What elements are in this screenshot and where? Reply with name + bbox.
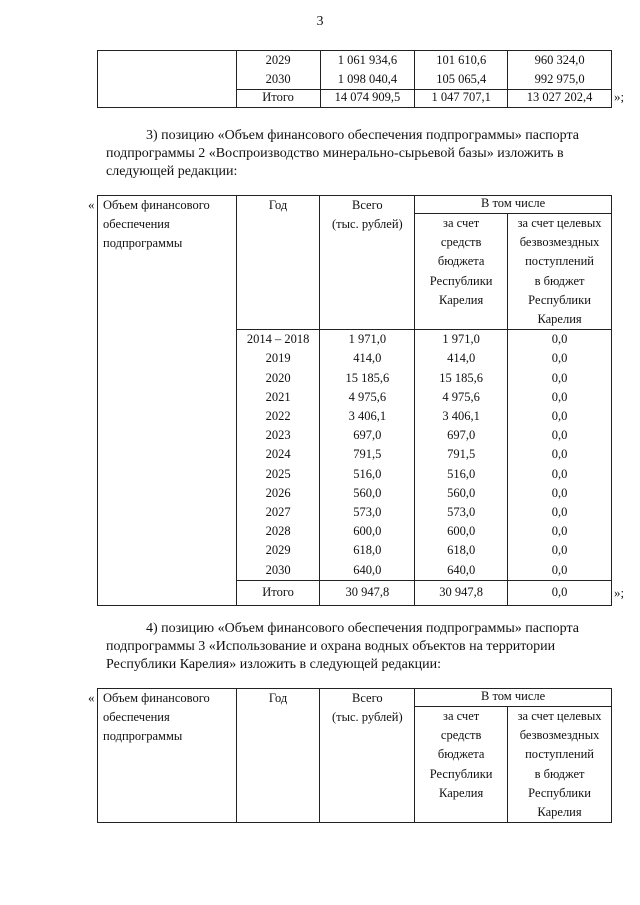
total-cell: 1 061 934,6 1 098 040,4 [320, 51, 415, 90]
close-quote: »; [614, 585, 625, 600]
totals-cell: 1 971,0 414,0 15 185,6 4 975,6 3 406,1 697,0 791,5 516,0 560,0 573,0 600,0 618,0 640,0 [320, 330, 415, 581]
table-row [98, 51, 612, 90]
page-number: 3 [316, 14, 324, 29]
header-row [98, 689, 612, 707]
year-header: Год [236, 196, 320, 330]
label-cell: Объем финансового обеспечения подпрограммы [98, 196, 237, 606]
itogo-budget: 30 947,8 [415, 580, 508, 605]
incl-header: В том числе [415, 196, 612, 214]
years-cell: 2014 – 2018 2019 2020 2021 2022 2023 2024 2025 2026 2027 2028 2029 2030 [236, 330, 320, 581]
total-header: Всего (тыс. рублей) [320, 689, 415, 823]
label-cell [98, 51, 237, 108]
header-row [98, 196, 612, 214]
budget-cell: 101 610,6 105 065,4 [415, 51, 508, 90]
open-quote: « [88, 690, 95, 705]
paragraph-4: 4) позицию «Объем финансового обеспечения подпрограммы» паспорта подпрограммы 3 «Использование и охрана водных объектов на территории Республики Карелия» изложить в следующей редакции: [106, 621, 579, 672]
grants-header: за счет целевых безвозмездных поступлений в бюджет Республики Карелия [508, 214, 612, 330]
grants-cell: 0,0 0,0 0,0 0,0 0,0 0,0 0,0 0,0 0,0 0,0 0,0 0,0 0,0 [508, 330, 612, 581]
grants-cell: 960 324,0 992 975,0 [508, 51, 612, 90]
year-header: Год [236, 689, 320, 823]
financing-table-3 [97, 688, 612, 823]
top-table [97, 50, 612, 108]
itogo-label: Итого [236, 580, 320, 605]
grants-header: за счет целевых безвозмездных поступлений в бюджет Республики Карелия [508, 707, 612, 823]
itogo-total: 30 947,8 [320, 580, 415, 605]
paragraph-3: 3) позицию «Объем финансового обеспечения подпрограммы» паспорта подпрограммы 2 «Воспроизводство минерально-сырьевой базы» изложить в следующей редакции: [106, 128, 579, 179]
budget-header: за счет средств бюджета Республики Карелия [415, 214, 508, 330]
itogo-budget: 1 047 707,1 [415, 90, 508, 108]
open-quote: « [88, 197, 95, 212]
incl-header: В том числе [415, 689, 612, 707]
itogo-grants: 13 027 202,4 [508, 90, 612, 108]
itogo-grants: 0,0 [508, 580, 612, 605]
budget-header: за счет средств бюджета Республики Карелия [415, 707, 508, 823]
financing-table-2 [97, 195, 612, 606]
itogo-label: Итого [236, 90, 320, 108]
total-header: Всего (тыс. рублей) [320, 196, 415, 330]
label-cell: Объем финансового обеспечения подпрограммы [98, 689, 237, 823]
itogo-total: 14 074 909,5 [320, 90, 415, 108]
budget-cell: 1 971,0 414,0 15 185,6 4 975,6 3 406,1 697,0 791,5 516,0 560,0 573,0 600,0 618,0 640,0 [415, 330, 508, 581]
close-quote: »; [614, 89, 625, 104]
year-cell: 2029 2030 [236, 51, 320, 90]
